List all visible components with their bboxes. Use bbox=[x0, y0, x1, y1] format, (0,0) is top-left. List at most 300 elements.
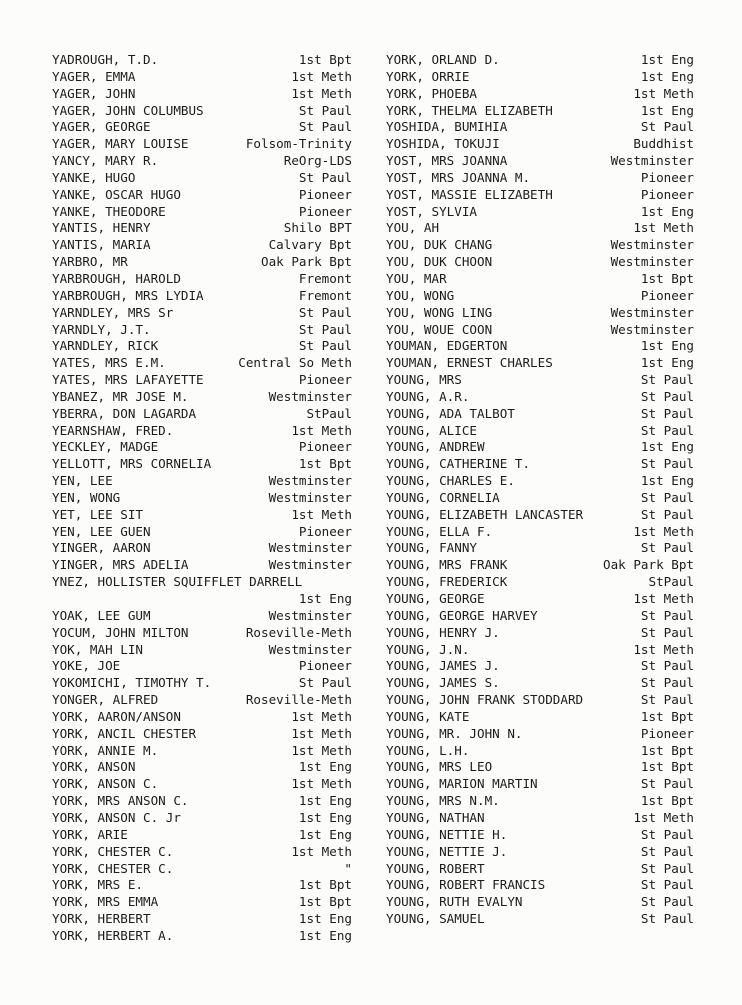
list-item bbox=[386, 743, 694, 760]
list-item bbox=[386, 591, 694, 608]
list-item bbox=[386, 507, 694, 524]
entry-name: YEN, LEE bbox=[52, 473, 113, 489]
entry-name: YORK, CHESTER C. bbox=[52, 860, 174, 876]
list-item bbox=[52, 355, 352, 372]
list-item bbox=[52, 861, 352, 878]
entry-church: St Paul bbox=[298, 169, 352, 185]
entry-church: Roseville-Meth bbox=[245, 624, 352, 640]
entry-name: YOUNG, NETTIE J. bbox=[386, 843, 508, 859]
entry-name: YORK, PHOEBA bbox=[386, 85, 477, 101]
entry-name: YOUNG, NETTIE H. bbox=[386, 826, 508, 842]
entry-church: Westminster bbox=[610, 304, 694, 320]
list-item bbox=[52, 490, 352, 507]
list-item bbox=[52, 524, 352, 541]
list-item bbox=[52, 844, 352, 861]
entry-church: StPaul bbox=[648, 574, 694, 590]
entry-name: YORK, THELMA ELIZABETH bbox=[386, 102, 553, 118]
entry-name: YOKOMICHI, TIMOTHY T. bbox=[52, 675, 212, 691]
entry-name: YBERRA, DON LAGARDA bbox=[52, 405, 197, 421]
entry-church: 1st Meth bbox=[633, 220, 694, 236]
entry-church: StPaul bbox=[306, 405, 352, 421]
entry-church: Buddhist bbox=[633, 136, 694, 152]
list-item bbox=[386, 322, 694, 339]
list-item bbox=[52, 220, 352, 237]
entry-name: YAGER, JOHN bbox=[52, 85, 136, 101]
entry-church: St Paul bbox=[640, 675, 694, 691]
list-item bbox=[386, 776, 694, 793]
entry-church: 1st Bpt bbox=[298, 894, 352, 910]
list-item bbox=[52, 136, 352, 153]
list-item bbox=[386, 861, 694, 878]
entry-name: YOAK, LEE GUM bbox=[52, 607, 151, 623]
entry-church: 1st Bpt bbox=[640, 793, 694, 809]
entry-church: Oak Park Bpt bbox=[603, 557, 694, 573]
entry-church: Pioneer bbox=[298, 186, 352, 202]
list-item bbox=[386, 608, 694, 625]
entry-church: St Paul bbox=[640, 692, 694, 708]
list-item bbox=[52, 338, 352, 355]
list-item bbox=[52, 827, 352, 844]
entry-name: YOU, AH bbox=[386, 220, 440, 236]
entry-church: 1st Meth bbox=[291, 843, 352, 859]
list-item bbox=[386, 271, 694, 288]
entry-church: 1st Eng bbox=[298, 809, 352, 825]
entry-church: 1st Meth bbox=[291, 68, 352, 84]
entry-church: Central So Meth bbox=[238, 355, 352, 371]
list-item bbox=[386, 473, 694, 490]
list-item bbox=[386, 456, 694, 473]
entry-name: YBANEZ, MR JOSE M. bbox=[52, 388, 189, 404]
entry-name: YOUNG, HENRY J. bbox=[386, 624, 500, 640]
list-item bbox=[52, 119, 352, 136]
list-item bbox=[386, 288, 694, 305]
list-item bbox=[386, 389, 694, 406]
entry-name: YOUNG, ELIZABETH LANCASTER bbox=[386, 506, 584, 522]
entry-name: YOUNG, MR. JOHN N. bbox=[386, 725, 523, 741]
entry-church: Pioneer bbox=[640, 186, 694, 202]
entry-church: 1st Eng bbox=[640, 52, 694, 67]
list-item bbox=[52, 709, 352, 726]
entry-church: 1st Eng bbox=[298, 911, 352, 927]
entry-name: YOUNG, ROBERT FRANCIS bbox=[386, 877, 546, 893]
list-item bbox=[52, 288, 352, 305]
list-item bbox=[52, 894, 352, 911]
entry-church: Shilo BPT bbox=[283, 220, 352, 236]
entry-church: Fremont bbox=[298, 270, 352, 286]
entry-name: YOUNG, FREDERICK bbox=[386, 574, 508, 590]
entry-name: YNEZ, HOLLISTER SQUIFFLET DARRELL bbox=[52, 574, 303, 590]
entry-church: Pioneer bbox=[298, 439, 352, 455]
list-item bbox=[386, 642, 694, 659]
entry-name: YOUNG, FANNY bbox=[386, 540, 477, 556]
entry-name: YOUNG, J.N. bbox=[386, 641, 470, 657]
list-item bbox=[52, 793, 352, 810]
list-item bbox=[386, 894, 694, 911]
list-item bbox=[52, 675, 352, 692]
entry-name: YOUNG, L.H. bbox=[386, 742, 470, 758]
entry-church: St Paul bbox=[640, 877, 694, 893]
entry-name: YOU, DUK CHOON bbox=[386, 254, 493, 270]
entry-church: St Paul bbox=[298, 338, 352, 354]
entry-church: St Paul bbox=[640, 506, 694, 522]
entry-church: 1st Meth bbox=[633, 523, 694, 539]
list-item bbox=[52, 423, 352, 440]
list-item bbox=[52, 389, 352, 406]
entry-name: YOUNG, NATHAN bbox=[386, 809, 485, 825]
list-item bbox=[386, 726, 694, 743]
entry-church: Calvary Bpt bbox=[268, 237, 352, 253]
entry-name: YORK, HERBERT A. bbox=[52, 927, 174, 943]
entry-church: St Paul bbox=[640, 456, 694, 472]
entry-name: YOUMAN, ERNEST CHARLES bbox=[386, 355, 553, 371]
entry-name: YORK, AARON/ANSON bbox=[52, 708, 181, 724]
entry-church: St Paul bbox=[640, 658, 694, 674]
entry-church: Pioneer bbox=[640, 287, 694, 303]
list-item bbox=[386, 136, 694, 153]
entry-church: 1st Eng bbox=[298, 591, 352, 606]
entry-name: YELLOTT, MRS CORNELIA bbox=[52, 456, 212, 472]
entry-name: YOUNG, MRS bbox=[386, 372, 462, 388]
entry-name: YOSHIDA, TOKUJI bbox=[386, 136, 500, 152]
entry-name: YECKLEY, MADGE bbox=[52, 439, 159, 455]
entry-church: 1st Meth bbox=[633, 85, 694, 101]
entry-name: YANKE, HUGO bbox=[52, 169, 136, 185]
entry-name: YOSHIDA, BUMIHIA bbox=[386, 119, 508, 135]
entry-name: YORK, CHESTER C. bbox=[52, 843, 174, 859]
entry-name: YOUNG, CHARLES E. bbox=[386, 473, 515, 489]
entry-name: YANCY, MARY R. bbox=[52, 153, 159, 169]
list-item bbox=[386, 237, 694, 254]
entry-name: YOU, WONG bbox=[386, 287, 455, 303]
entry-name: YOUNG, JAMES J. bbox=[386, 658, 500, 674]
entry-name: YORK, MRS ANSON C. bbox=[52, 793, 189, 809]
entry-name: YANTIS, MARIA bbox=[52, 237, 151, 253]
list-item bbox=[386, 490, 694, 507]
entry-name: YAGER, EMMA bbox=[52, 68, 136, 84]
entry-name: YOU, WOUE COON bbox=[386, 321, 493, 337]
entry-church: 1st Bpt bbox=[640, 708, 694, 724]
entry-name: YOUNG, JOHN FRANK STODDARD bbox=[386, 692, 584, 708]
list-item bbox=[386, 305, 694, 322]
list-item bbox=[52, 776, 352, 793]
entry-church: Westminster bbox=[610, 321, 694, 337]
entry-name: YORK, ARIE bbox=[52, 826, 128, 842]
entry-church: 1st Bpt bbox=[298, 52, 352, 67]
entry-name: YOKE, JOE bbox=[52, 658, 121, 674]
list-item bbox=[52, 439, 352, 456]
list-item bbox=[52, 911, 352, 928]
entry-church: Pioneer bbox=[298, 372, 352, 388]
list-item bbox=[386, 204, 694, 221]
entry-church: St Paul bbox=[640, 607, 694, 623]
list-item bbox=[386, 810, 694, 827]
entry-church: 1st Bpt bbox=[640, 759, 694, 775]
entry-church: St Paul bbox=[640, 388, 694, 404]
entry-church: St Paul bbox=[298, 119, 352, 135]
entry-name: YEN, WONG bbox=[52, 489, 121, 505]
list-item bbox=[386, 827, 694, 844]
entry-name: YARNDLY, J.T. bbox=[52, 321, 151, 337]
list-item bbox=[52, 456, 352, 473]
entry-church: 1st Meth bbox=[291, 422, 352, 438]
entry-name: YOST, SYLVIA bbox=[386, 203, 477, 219]
entry-name: YEARNSHAW, FRED. bbox=[52, 422, 174, 438]
list-item bbox=[386, 877, 694, 894]
list-item bbox=[386, 423, 694, 440]
list-item bbox=[386, 170, 694, 187]
entry-name: YOUNG, CATHERINE T. bbox=[386, 456, 531, 472]
entry-name: YORK, ANSON C. Jr bbox=[52, 809, 181, 825]
entry-church: 1st Meth bbox=[633, 591, 694, 606]
list-item bbox=[386, 355, 694, 372]
list-item bbox=[52, 658, 352, 675]
list-item bbox=[52, 692, 352, 709]
entry-name: YARBROUGH, HAROLD bbox=[52, 270, 181, 286]
entry-church: Westminster bbox=[610, 153, 694, 169]
entry-church: Westminster bbox=[268, 388, 352, 404]
entry-church: 1st Meth bbox=[291, 85, 352, 101]
entry-church: 1st Eng bbox=[298, 759, 352, 775]
entry-church: " bbox=[344, 860, 352, 876]
list-item bbox=[386, 658, 694, 675]
list-item bbox=[52, 187, 352, 204]
entry-church: 1st Bpt bbox=[298, 877, 352, 893]
entry-church: 1st Eng bbox=[298, 826, 352, 842]
list-item bbox=[52, 473, 352, 490]
entry-church: 1st Meth bbox=[291, 725, 352, 741]
list-item bbox=[386, 103, 694, 120]
entry-name: YORK, ANSON C. bbox=[52, 776, 159, 792]
list-item bbox=[52, 507, 352, 524]
entry-church: Westminster bbox=[610, 237, 694, 253]
entry-name: YORK, ORRIE bbox=[386, 68, 470, 84]
entry-name: YOUNG, SAMUEL bbox=[386, 911, 485, 927]
entry-church: Pioneer bbox=[298, 658, 352, 674]
list-item bbox=[386, 557, 694, 574]
entry-church: St Paul bbox=[640, 489, 694, 505]
list-item bbox=[386, 524, 694, 541]
entry-church: Westminster bbox=[268, 641, 352, 657]
entry-name: YOU, DUK CHANG bbox=[386, 237, 493, 253]
entry-name: YANTIS, HENRY bbox=[52, 220, 151, 236]
list-item bbox=[386, 759, 694, 776]
list-item bbox=[52, 557, 352, 574]
entry-name: YORK, ANSON bbox=[52, 759, 136, 775]
list-item bbox=[52, 642, 352, 659]
entry-name: YORK, ANNIE M. bbox=[52, 742, 159, 758]
list-item bbox=[52, 540, 352, 557]
list-item bbox=[52, 877, 352, 894]
entry-church: St Paul bbox=[640, 826, 694, 842]
entry-church: St Paul bbox=[640, 860, 694, 876]
entry-church: Westminster bbox=[268, 473, 352, 489]
list-item bbox=[52, 372, 352, 389]
list-item bbox=[386, 372, 694, 389]
entry-church: 1st Bpt bbox=[298, 456, 352, 472]
entry-church: Westminster bbox=[268, 607, 352, 623]
list-item bbox=[52, 86, 352, 103]
entry-name: YARNDLEY, MRS Sr bbox=[52, 304, 174, 320]
entry-name: YORK, MRS E. bbox=[52, 877, 143, 893]
list-item bbox=[386, 86, 694, 103]
entry-name: YEN, LEE GUEN bbox=[52, 523, 151, 539]
list-item bbox=[52, 271, 352, 288]
entry-name: YOUNG, ROBERT bbox=[386, 860, 485, 876]
list-item bbox=[386, 439, 694, 456]
list-item bbox=[52, 153, 352, 170]
entry-name: YET, LEE SIT bbox=[52, 506, 143, 522]
entry-church: St Paul bbox=[640, 843, 694, 859]
entry-name: YORK, ANCIL CHESTER bbox=[52, 725, 197, 741]
entry-church: Westminster bbox=[610, 254, 694, 270]
entry-name: YOU, WONG LING bbox=[386, 304, 493, 320]
list-item bbox=[52, 254, 352, 271]
entry-church: St Paul bbox=[640, 540, 694, 556]
entry-church: 1st Bpt bbox=[640, 270, 694, 286]
entry-church: Roseville-Meth bbox=[245, 692, 352, 708]
entry-name: YOST, MASSIE ELIZABETH bbox=[386, 186, 553, 202]
entry-church: Westminster bbox=[268, 489, 352, 505]
list-item bbox=[52, 52, 352, 69]
entry-name: YOUNG, MRS FRANK bbox=[386, 557, 508, 573]
entry-name: YOUNG, MRS LEO bbox=[386, 759, 493, 775]
entry-name: YOU, MAR bbox=[386, 270, 447, 286]
entry-church: St Paul bbox=[298, 675, 352, 691]
entry-name: YOST, MRS JOANNA M. bbox=[386, 169, 531, 185]
entry-church: 1st Eng bbox=[640, 68, 694, 84]
entry-church: Westminster bbox=[268, 540, 352, 556]
entry-church: Pioneer bbox=[298, 203, 352, 219]
entry-church: St Paul bbox=[640, 119, 694, 135]
list-item bbox=[386, 692, 694, 709]
entry-name: YINGER, AARON bbox=[52, 540, 151, 556]
entry-church: St Paul bbox=[640, 624, 694, 640]
entry-name: YOCUM, JOHN MILTON bbox=[52, 624, 189, 640]
list-item bbox=[52, 726, 352, 743]
entry-name: YARBRO, MR bbox=[52, 254, 128, 270]
entry-church: 1st Meth bbox=[291, 506, 352, 522]
list-item bbox=[52, 625, 352, 642]
entry-name: YOUNG, MARION MARTIN bbox=[386, 776, 538, 792]
entry-name: YADROUGH, T.D. bbox=[52, 52, 159, 67]
list-item bbox=[386, 69, 694, 86]
entry-church: 1st Meth bbox=[291, 742, 352, 758]
list-item bbox=[52, 406, 352, 423]
list-item bbox=[386, 709, 694, 726]
entry-church: 1st Eng bbox=[640, 338, 694, 354]
entry-church: 1st Meth bbox=[291, 776, 352, 792]
entry-church: Pioneer bbox=[640, 725, 694, 741]
list-item bbox=[52, 810, 352, 827]
entry-church: St Paul bbox=[640, 422, 694, 438]
entry-name: YOUNG, JAMES S. bbox=[386, 675, 500, 691]
left-column bbox=[52, 52, 352, 945]
entry-name: YOUNG, ALICE bbox=[386, 422, 477, 438]
list-item bbox=[386, 625, 694, 642]
entry-church: 1st Eng bbox=[640, 355, 694, 371]
entry-church: 1st Eng bbox=[640, 203, 694, 219]
entry-church: St Paul bbox=[640, 776, 694, 792]
entry-church: 1st Bpt bbox=[640, 742, 694, 758]
entry-church: St Paul bbox=[640, 894, 694, 910]
entry-church: 1st Meth bbox=[633, 809, 694, 825]
entry-name: YOUNG, ANDREW bbox=[386, 439, 485, 455]
entry-name: YOUNG, CORNELIA bbox=[386, 489, 500, 505]
entry-name: YOST, MRS JOANNA bbox=[386, 153, 508, 169]
entry-church: St Paul bbox=[298, 304, 352, 320]
entry-name: YOUNG, GEORGE HARVEY bbox=[386, 607, 538, 623]
list-item bbox=[52, 69, 352, 86]
entry-church: St Paul bbox=[640, 911, 694, 927]
list-item bbox=[386, 844, 694, 861]
list-item bbox=[386, 220, 694, 237]
entry-name: YOUNG, KATE bbox=[386, 708, 470, 724]
list-item bbox=[52, 305, 352, 322]
entry-name: YANKE, OSCAR HUGO bbox=[52, 186, 181, 202]
list-item bbox=[386, 119, 694, 136]
list-item bbox=[52, 743, 352, 760]
entry-church: St Paul bbox=[298, 102, 352, 118]
list-item bbox=[386, 574, 694, 591]
entry-name: YOUNG, MRS N.M. bbox=[386, 793, 500, 809]
entry-name: YANKE, THEODORE bbox=[52, 203, 166, 219]
entry-church: 1st Eng bbox=[640, 102, 694, 118]
entry-name: YORK, MRS EMMA bbox=[52, 894, 159, 910]
list-item bbox=[386, 406, 694, 423]
entry-name: YATES, MRS E.M. bbox=[52, 355, 166, 371]
list-item bbox=[52, 237, 352, 254]
list-item bbox=[52, 204, 352, 221]
entry-church: 1st Eng bbox=[298, 793, 352, 809]
entry-church: Pioneer bbox=[640, 169, 694, 185]
list-item bbox=[52, 759, 352, 776]
list-item bbox=[386, 540, 694, 557]
list-item bbox=[52, 608, 352, 625]
list-item bbox=[386, 52, 694, 69]
entry-name: YOUNG, ELLA F. bbox=[386, 523, 493, 539]
entry-name: YARBROUGH, MRS LYDIA bbox=[52, 287, 204, 303]
list-item bbox=[386, 153, 694, 170]
entry-church: 1st Meth bbox=[633, 641, 694, 657]
list-item bbox=[52, 103, 352, 120]
list-item bbox=[386, 338, 694, 355]
entry-church: Fremont bbox=[298, 287, 352, 303]
list-item bbox=[386, 911, 694, 928]
entry-name: YOUNG, A.R. bbox=[386, 388, 470, 404]
entry-church: ReOrg-LDS bbox=[283, 153, 352, 169]
entry-name: YORK, HERBERT bbox=[52, 911, 151, 927]
entry-name: YATES, MRS LAFAYETTE bbox=[52, 372, 204, 388]
entry-church: 1st Eng bbox=[640, 473, 694, 489]
list-item bbox=[386, 254, 694, 271]
list-item bbox=[386, 187, 694, 204]
entry-name: YOUNG, ADA TALBOT bbox=[386, 405, 515, 421]
entry-name: YOUNG, GEORGE bbox=[386, 591, 485, 606]
entry-church: Pioneer bbox=[298, 523, 352, 539]
entry-church: Folsom-Trinity bbox=[245, 136, 352, 152]
entry-church: St Paul bbox=[640, 372, 694, 388]
right-column bbox=[386, 52, 694, 928]
entry-name: YOUNG, RUTH EVALYN bbox=[386, 894, 523, 910]
entry-name: YAGER, JOHN COLUMBUS bbox=[52, 102, 204, 118]
list-item bbox=[386, 793, 694, 810]
entry-church: 1st Eng bbox=[640, 439, 694, 455]
entry-church: 1st Eng bbox=[298, 927, 352, 943]
list-item bbox=[52, 322, 352, 339]
entry-name: YAGER, MARY LOUISE bbox=[52, 136, 189, 152]
entry-name: YORK, ORLAND D. bbox=[386, 52, 500, 67]
entry-name: YARNDLEY, RICK bbox=[52, 338, 159, 354]
